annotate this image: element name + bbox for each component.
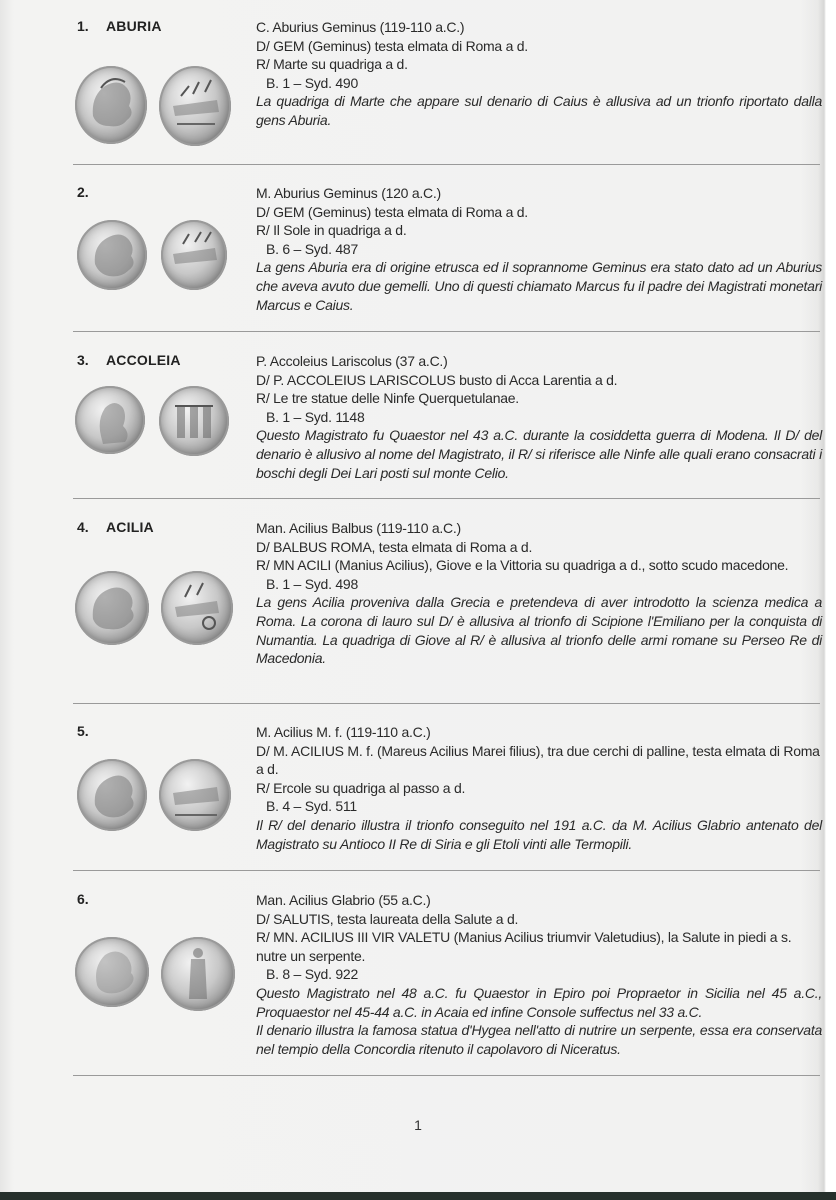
gens-name: ABURIA xyxy=(106,18,162,34)
entry-text xyxy=(256,519,822,668)
entry-number: 2. xyxy=(77,184,89,200)
coin-images xyxy=(73,66,243,146)
historical-note: Questo Magistrato fu Quaestor nel 43 a.C. durante la cosiddetta guerra di Modena. Il D/ del denario è allusivo al nome del Magistrato, il R/ si riferisce alle Ninfe alle quali erano consacrati i boschi degli Dei Lari posti sul monte Celio. xyxy=(256,427,822,481)
gens-name: ACCOLEIA xyxy=(106,352,181,368)
coin-obverse-image xyxy=(75,937,149,1007)
quadriga-icon xyxy=(161,220,227,290)
historical-note: La gens Aburia era di origine etrusca ed il soprannome Geminus era stato dato ad un Aburius che aveva avuto due gemelli. Uno di questi chiamato Marcus fu il padre dei Magistrati monetari Marcus e Caius. xyxy=(256,259,822,313)
divider xyxy=(73,164,820,165)
reverse-description: R/ MN. ACILIUS III VIR VALETU (Manius Acilius triumvir Valetudius), la Salute in piedi a s. nutre un serpente. xyxy=(256,929,792,964)
reverse-description: R/ Le tre statue delle Ninfe Querquetulanae. xyxy=(256,390,519,407)
coin-obverse-image xyxy=(77,220,147,290)
historical-note: La quadriga di Marte che appare sul denario di Caius è allusiva ad un trionfo riportato dalla gens Aburia. xyxy=(256,93,822,128)
magistrate: Man. Acilius Balbus (119-110 a.C.) xyxy=(256,520,461,536)
divider xyxy=(73,1075,820,1076)
catalog-reference: B. 6 – Syd. 487 xyxy=(266,240,358,257)
obverse-description: D/ P. ACCOLEIUS LARISCOLUS busto di Acca Larentia a d. xyxy=(256,371,618,388)
coin-images xyxy=(73,937,243,1017)
historical-note: La gens Acilia proveniva dalla Grecia e pretendeva di aver introdotto la scienza medica a Roma. La corona di lauro sul D/ è allusiva al trionfo di Scipione l'Emiliano per la conquista di Numantia. La quadriga di Giove al R/ è allusiva al trionfo delle armi romane su Perseo Re di Macedonia. xyxy=(256,594,822,667)
magistrate: C. Aburius Geminus (119-110 a.C.) xyxy=(256,19,465,35)
coin-images xyxy=(73,571,243,651)
reverse-description: R/ MN ACILI (Manius Acilius), Giove e la Vittoria su quadriga a d., sotto scudo macedone. xyxy=(256,557,789,574)
helmeted-head-icon xyxy=(77,220,147,290)
gens-name: ACILIA xyxy=(106,519,154,535)
coin-images xyxy=(73,220,243,300)
entry-number: 6. xyxy=(77,891,89,907)
entry-number: 4. xyxy=(77,519,89,535)
entry-text xyxy=(256,18,822,130)
obverse-description: D/ GEM (Geminus) testa elmata di Roma a d. xyxy=(256,37,528,54)
coin-images xyxy=(73,386,243,466)
catalog-reference: B. 1 – Syd. 498 xyxy=(266,575,358,592)
obverse-description: D/ SALUTIS, testa laureata della Salute a d. xyxy=(256,910,519,927)
coin-reverse-image xyxy=(159,66,231,146)
magistrate: M. Aburius Geminus (120 a.C.) xyxy=(256,185,441,201)
magistrate: Man. Acilius Glabrio (55 a.C.) xyxy=(256,892,431,908)
reverse-description: R/ Il Sole in quadriga a d. xyxy=(256,222,407,239)
coin-images xyxy=(73,759,243,839)
obverse-description: D/ BALBUS ROMA, testa elmata di Roma a d. xyxy=(256,538,533,555)
catalog-reference: B. 1 – Syd. 490 xyxy=(266,74,358,91)
reverse-description: R/ Ercole su quadriga al passo a d. xyxy=(256,779,466,796)
entry-text xyxy=(256,352,822,482)
coin-obverse-image xyxy=(75,66,147,144)
catalog-reference: B. 4 – Syd. 511 xyxy=(266,798,357,815)
historical-note: Questo Magistrato nel 48 a.C. fu Quaestor in Epiro poi Propraetor in Sicilia nel 45 a.C., Proquaestor nel 45-44 a.C. in Acaia ed infine Console suffectus nel 33 a.C. xyxy=(256,984,822,1020)
scan-bottom-edge xyxy=(0,1192,836,1200)
helmeted-head-icon xyxy=(75,571,149,645)
page-number: 1 xyxy=(414,1117,422,1133)
coin-obverse-image xyxy=(75,386,145,454)
divider xyxy=(73,703,820,704)
laureate-head-icon xyxy=(75,937,149,1007)
coin-reverse-image xyxy=(161,937,235,1011)
reverse-description: R/ Marte su quadriga a d. xyxy=(256,56,408,73)
entry-text xyxy=(256,184,822,314)
coin-reverse-image xyxy=(161,571,233,645)
coin-reverse-image xyxy=(159,759,231,831)
entry-number: 5. xyxy=(77,723,89,739)
divider xyxy=(73,498,820,499)
coin-obverse-image xyxy=(75,571,149,645)
catalog-reference: B. 1 – Syd. 1148 xyxy=(266,408,365,425)
three-statues-icon xyxy=(159,386,229,456)
coin-reverse-image xyxy=(159,386,229,456)
standing-figure-icon xyxy=(161,937,235,1011)
entry-number: 1. xyxy=(77,18,89,34)
entry-number: 3. xyxy=(77,352,89,368)
historical-note: Il R/ del denario illustra il trionfo conseguito nel 191 a.C. da M. Acilius Glabrio antenato del Magistrato su Antioco II Re di Siria e gli Etoli vinti alle Termopili. xyxy=(256,816,822,852)
quadriga-icon xyxy=(159,66,231,146)
obverse-description: D/ GEM (Geminus) testa elmata di Roma a d. xyxy=(256,203,528,220)
divider xyxy=(73,870,820,871)
quadriga-icon xyxy=(161,571,233,645)
entry-text xyxy=(256,723,822,853)
helmeted-head-icon xyxy=(77,759,147,831)
magistrate: P. Accoleius Lariscolus (37 a.C.) xyxy=(256,353,448,369)
obverse-description: D/ M. ACILIUS M. f. (Mareus Acilius Marei filius), tra due cerchi di palline, testa elmata di Roma a d. xyxy=(256,742,820,778)
divider xyxy=(73,331,820,332)
coin-obverse-image xyxy=(77,759,147,831)
coin-reverse-image xyxy=(161,220,227,290)
magistrate: M. Acilius M. f. (119-110 a.C.) xyxy=(256,724,431,740)
entry-text xyxy=(256,891,822,1058)
historical-note-continued: Il denario illustra la famosa statua d'Hygea nell'atto di nutrire un serpente, essa era conservata nel tempio della Concordia ritenuto il capolavoro di Niceratus. xyxy=(256,1022,822,1057)
bust-icon xyxy=(75,386,145,454)
quadriga-icon xyxy=(159,759,231,831)
catalog-reference: B. 8 – Syd. 922 xyxy=(266,966,358,983)
helmeted-head-icon xyxy=(75,66,147,144)
